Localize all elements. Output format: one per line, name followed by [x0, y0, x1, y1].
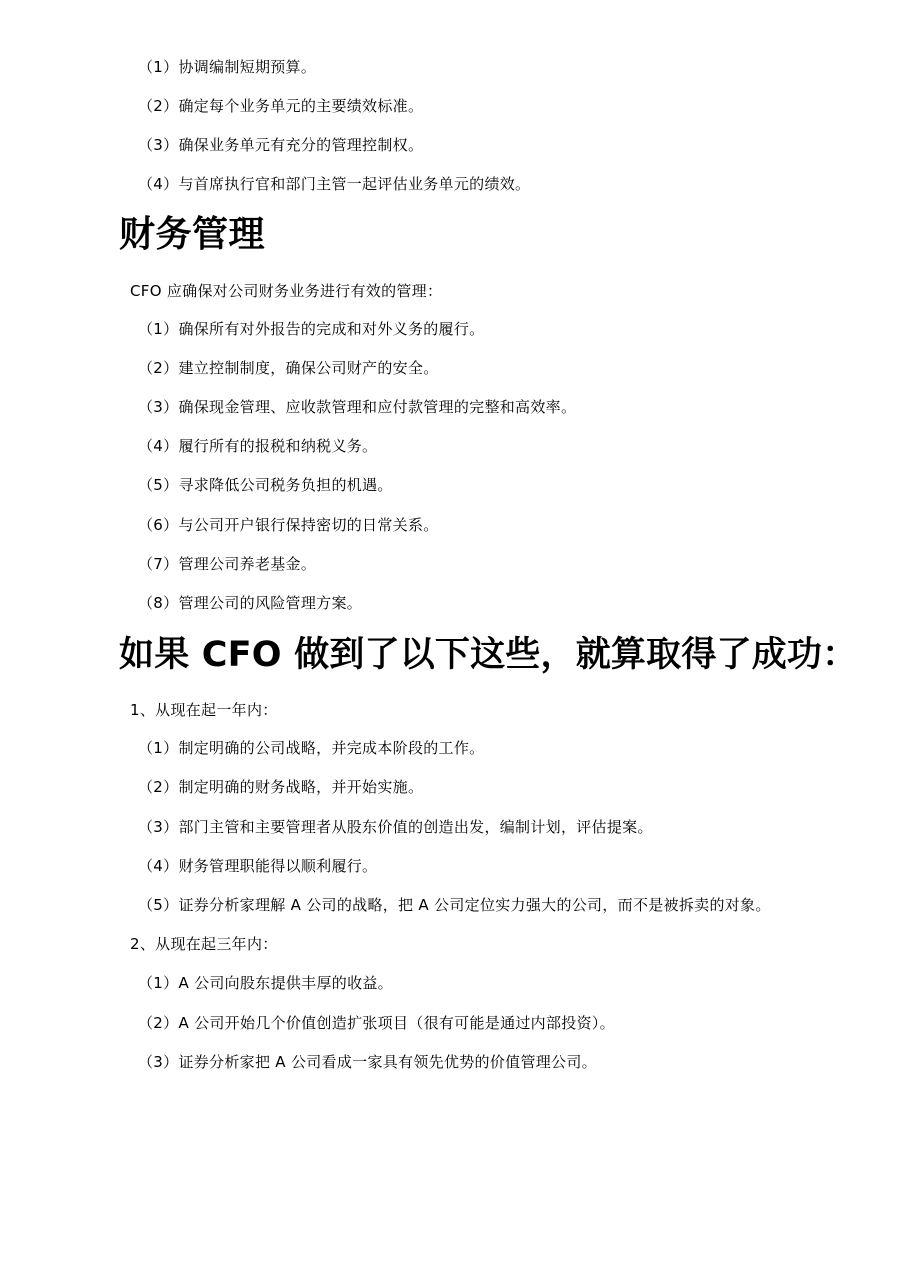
- group-title-three-years: 2、从现在起三年内：: [130, 935, 278, 953]
- list-item: （7）管理公司养老基金。: [138, 555, 317, 573]
- list-item: （6）与公司开户银行保持密切的日常关系。: [138, 516, 439, 534]
- list-item: （1）确保所有对外报告的完成和对外义务的履行。: [138, 320, 485, 338]
- section-heading-success: 如果 CFO 做到了以下这些，就算取得了成功：: [119, 635, 858, 675]
- section-intro: CFO 应确保对公司财务业务进行有效的管理：: [130, 282, 443, 300]
- list-item: （1）协调编制短期预算。: [138, 58, 317, 76]
- list-item: （3）确保现金管理、应收款管理和应付款管理的完整和高效率。: [138, 398, 577, 416]
- list-item: （5）寻求降低公司税务负担的机遇。: [138, 476, 393, 494]
- list-item: （2）制定明确的财务战略，并开始实施。: [138, 778, 424, 796]
- list-item: （2）确定每个业务单元的主要绩效标准。: [138, 97, 424, 115]
- list-item: （4）履行所有的报税和纳税义务。: [138, 437, 378, 455]
- list-item: （2）建立控制制度，确保公司财产的安全。: [138, 359, 439, 377]
- list-item: （1）A 公司向股东提供丰厚的收益。: [138, 974, 393, 992]
- section-heading-finance: 财务管理: [119, 214, 266, 255]
- list-item: （3）证券分析家把 A 公司看成一家具有领先优势的价值管理公司。: [138, 1053, 597, 1071]
- list-item: （2）A 公司开始几个价值创造扩张项目（很有可能是通过内部投资）。: [138, 1014, 615, 1032]
- list-item: （1）制定明确的公司战略，并完成本阶段的工作。: [138, 739, 485, 757]
- list-item: （5）证券分析家理解 A 公司的战略，把 A 公司定位实力强大的公司，而不是被拆卖的对象。: [138, 896, 771, 914]
- list-item: （4）与首席执行官和部门主管一起评估业务单元的绩效。: [138, 175, 531, 193]
- list-item: （3）确保业务单元有充分的管理控制权。: [138, 136, 424, 154]
- list-item: （3）部门主管和主要管理者从股东价值的创造出发，编制计划，评估提案。: [138, 818, 653, 836]
- list-item: （8）管理公司的风险管理方案。: [138, 594, 363, 612]
- group-title-one-year: 1、从现在起一年内：: [130, 701, 278, 719]
- list-item: （4）财务管理职能得以顺利履行。: [138, 857, 378, 875]
